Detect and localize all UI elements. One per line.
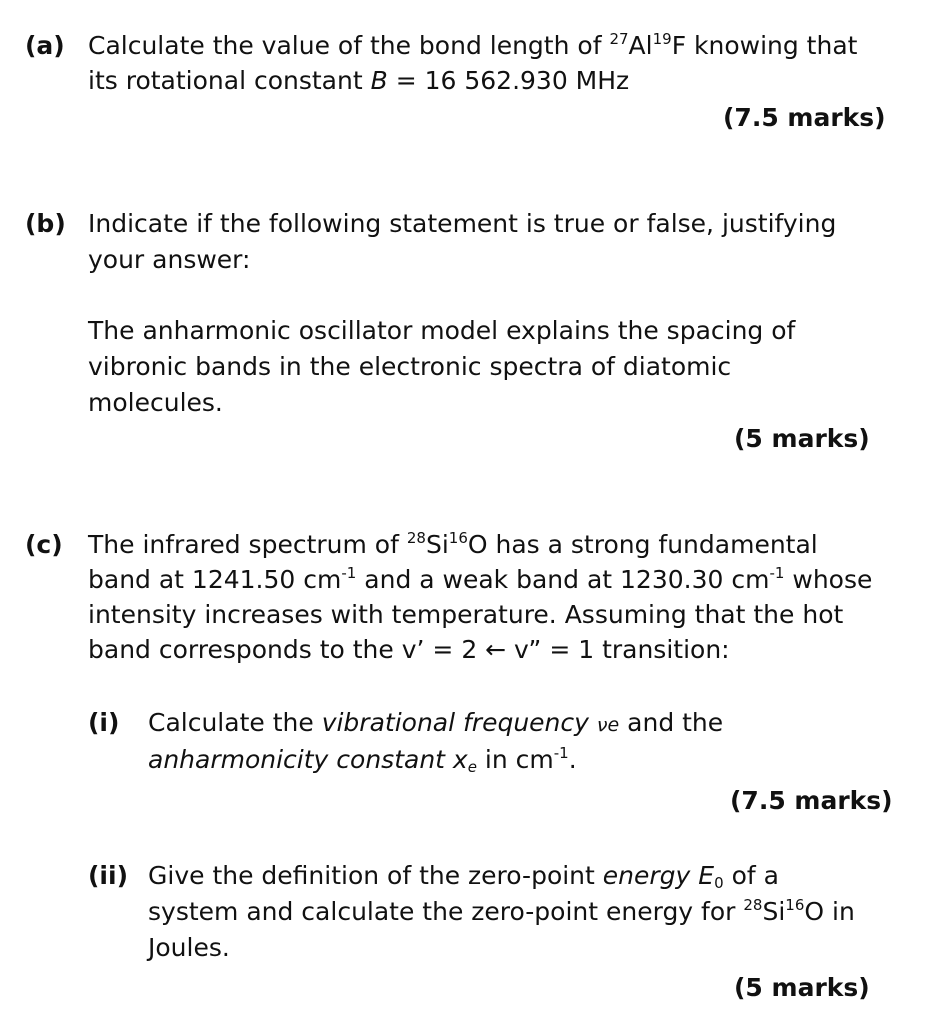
part-c-line-3: intensity increases with temperature. Assuming that the hot bbox=[88, 600, 844, 629]
part-c-line-2: band at 1241.50 $cm^{-1}$ and a weak band at 1230.30 $cm^{-1}$ whose bbox=[88, 564, 873, 594]
part-c-i-label: (i) bbox=[88, 708, 120, 737]
part-c-line-4: band corresponds to the v’ = 2 ← v” = 1 transition: bbox=[88, 635, 730, 664]
part-c-ii-line-2: system and calculate the zero-point energy for $^{28}$Si$^{16}$O in bbox=[148, 896, 855, 926]
part-c-ii-marks: (5 marks) bbox=[734, 973, 870, 1002]
part-b-marks: (5 marks) bbox=[734, 424, 870, 453]
part-c-line-1: The infrared spectrum of $^{28}$Si$^{16}$O has a strong fundamental bbox=[88, 529, 818, 559]
part-c-ii-line-1: Give the definition of the zero-point energy $E_0$ of a bbox=[148, 861, 779, 892]
part-c-i-line-1: Calculate the vibrational frequency νe and the bbox=[148, 708, 724, 737]
part-b-statement-1: The anharmonic oscillator model explains the spacing of bbox=[88, 316, 796, 345]
part-b-label: (b) bbox=[25, 209, 66, 238]
part-c-i-line-2: anharmonicity constant $x_e$ in $cm^{-1}$. bbox=[148, 744, 577, 776]
part-a-line-1: Calculate the value of the bond length of $^{27}$Al$^{19}$F knowing that bbox=[88, 30, 858, 60]
part-a-marks: (7.5 marks) bbox=[723, 103, 886, 132]
part-b-statement-2: vibronic bands in the electronic spectra of diatomic bbox=[88, 352, 732, 381]
part-c-i-marks: (7.5 marks) bbox=[730, 786, 893, 815]
part-a-line-2: its rotational constant B = 16 562.930 MHz bbox=[88, 66, 630, 95]
part-b-line-2: your answer: bbox=[88, 245, 251, 274]
part-b-statement-3: molecules. bbox=[88, 388, 223, 417]
part-c-label: (c) bbox=[25, 530, 63, 559]
part-b-line-1: Indicate if the following statement is true or false, justifying bbox=[88, 209, 837, 238]
part-a-label: (a) bbox=[25, 31, 65, 60]
part-c-ii-label: (ii) bbox=[88, 861, 128, 890]
part-c-ii-line-3: Joules. bbox=[148, 933, 230, 962]
